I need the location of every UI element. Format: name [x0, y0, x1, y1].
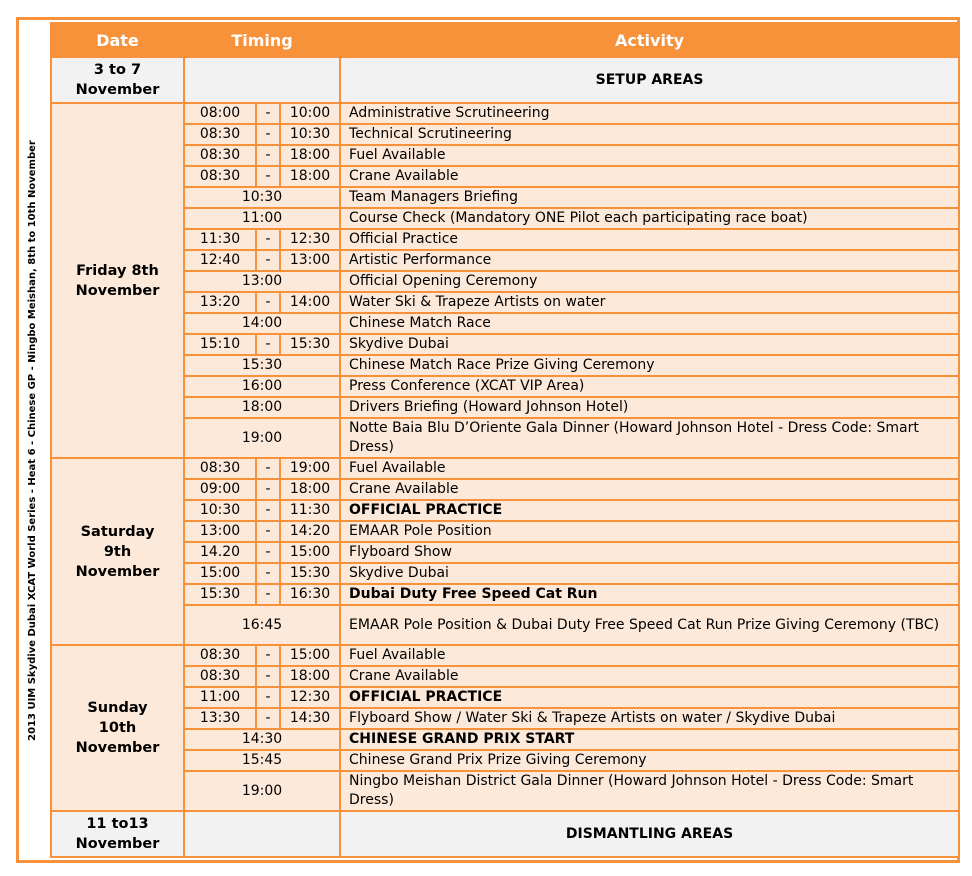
- end-time: 15:00: [280, 542, 340, 563]
- activity: Crane Available: [340, 666, 959, 687]
- activity: Water Ski & Trapeze Artists on water: [340, 292, 959, 313]
- table-row: [51, 500, 959, 521]
- activity: Flyboard Show: [340, 542, 959, 563]
- time: 14:30: [184, 729, 340, 750]
- start-time: 13:00: [184, 521, 256, 542]
- activity: Skydive Dubai: [340, 334, 959, 355]
- activity: Crane Available: [340, 479, 959, 500]
- saturday-date: Saturday 9th November: [51, 458, 184, 645]
- start-time: 11:00: [184, 687, 256, 708]
- end-time: 14:00: [280, 292, 340, 313]
- start-time: 09:00: [184, 479, 256, 500]
- time-separator: -: [256, 584, 280, 605]
- time: 16:00: [184, 376, 340, 397]
- activity: EMAAR Pole Position & Dubai Duty Free Speed Cat Run Prize Giving Ceremony (TBC): [340, 605, 959, 645]
- time-separator: -: [256, 229, 280, 250]
- time-separator: -: [256, 250, 280, 271]
- time-separator: -: [256, 292, 280, 313]
- end-time: 18:00: [280, 479, 340, 500]
- header-row: [51, 23, 959, 57]
- table-row: [51, 729, 959, 750]
- start-time: 13:20: [184, 292, 256, 313]
- table-row: [51, 563, 959, 584]
- table-row: [51, 145, 959, 166]
- sunday-date: Sunday 10th November: [51, 645, 184, 811]
- end-time: 13:00: [280, 250, 340, 271]
- time-separator: -: [256, 103, 280, 124]
- activity: Team Managers Briefing: [340, 187, 959, 208]
- table-row: [51, 376, 959, 397]
- table-row: [51, 250, 959, 271]
- activity: Flyboard Show / Water Ski & Trapeze Artists on water / Skydive Dubai: [340, 708, 959, 729]
- table-row: [51, 103, 959, 124]
- header-date: Date: [51, 23, 184, 57]
- time-separator: -: [256, 645, 280, 666]
- time: 15:45: [184, 750, 340, 771]
- time: 15:30: [184, 355, 340, 376]
- table-row: [51, 208, 959, 229]
- time-separator: -: [256, 479, 280, 500]
- activity: Ningbo Meishan District Gala Dinner (Howard Johnson Hotel - Dress Code: Smart Dress): [340, 771, 959, 811]
- activity: CHINESE GRAND PRIX START: [340, 729, 959, 750]
- table-row: [51, 458, 959, 479]
- table-row: [51, 355, 959, 376]
- end-time: 18:00: [280, 166, 340, 187]
- time-separator: -: [256, 687, 280, 708]
- end-time: 15:00: [280, 645, 340, 666]
- friday-date: Friday 8th November: [51, 103, 184, 458]
- table-row: [51, 397, 959, 418]
- activity: Artistic Performance: [340, 250, 959, 271]
- activity: Technical Scrutineering: [340, 124, 959, 145]
- time-separator: -: [256, 500, 280, 521]
- time-separator: -: [256, 542, 280, 563]
- table-row: [51, 292, 959, 313]
- table-row: [51, 750, 959, 771]
- time: 18:00: [184, 397, 340, 418]
- time: 19:00: [184, 418, 340, 458]
- activity: Crane Available: [340, 166, 959, 187]
- start-time: 14.20: [184, 542, 256, 563]
- dismantling-row: [51, 811, 959, 857]
- activity: OFFICIAL PRACTICE: [340, 500, 959, 521]
- activity: Course Check (Mandatory ONE Pilot each participating race boat): [340, 208, 959, 229]
- start-time: 10:30: [184, 500, 256, 521]
- time-separator: -: [256, 708, 280, 729]
- time-separator: -: [256, 145, 280, 166]
- time-separator: -: [256, 166, 280, 187]
- time: 16:45: [184, 605, 340, 645]
- activity: Fuel Available: [340, 645, 959, 666]
- header-timing: Timing: [184, 23, 340, 57]
- activity: Skydive Dubai: [340, 563, 959, 584]
- dismantling-date: 11 to13 November: [51, 811, 184, 857]
- table-row: [51, 166, 959, 187]
- activity: Fuel Available: [340, 145, 959, 166]
- table-row: [51, 645, 959, 666]
- table-row: [51, 229, 959, 250]
- activity: Chinese Grand Prix Prize Giving Ceremony: [340, 750, 959, 771]
- table-row: [51, 708, 959, 729]
- start-time: 08:30: [184, 124, 256, 145]
- time-separator: -: [256, 563, 280, 584]
- setup-timing: [184, 57, 340, 103]
- end-time: 18:00: [280, 145, 340, 166]
- table-row: [51, 687, 959, 708]
- activity: Notte Baia Blu D’Oriente Gala Dinner (Howard Johnson Hotel - Dress Code: Smart Dress): [340, 418, 959, 458]
- end-time: 19:00: [280, 458, 340, 479]
- end-time: 16:30: [280, 584, 340, 605]
- activity: Fuel Available: [340, 458, 959, 479]
- start-time: 15:00: [184, 563, 256, 584]
- start-time: 12:40: [184, 250, 256, 271]
- table-row: [51, 313, 959, 334]
- time: 14:00: [184, 313, 340, 334]
- end-time: 11:30: [280, 500, 340, 521]
- table-row: [51, 418, 959, 458]
- start-time: 08:30: [184, 145, 256, 166]
- start-time: 08:30: [184, 166, 256, 187]
- table-row: [51, 187, 959, 208]
- table-row: [51, 334, 959, 355]
- table-row: [51, 521, 959, 542]
- activity: EMAAR Pole Position: [340, 521, 959, 542]
- dismantling-timing: [184, 811, 340, 857]
- end-time: 14:20: [280, 521, 340, 542]
- setup-row: [51, 57, 959, 103]
- start-time: 15:30: [184, 584, 256, 605]
- end-time: 18:00: [280, 666, 340, 687]
- table-row: [51, 271, 959, 292]
- activity: Press Conference (XCAT VIP Area): [340, 376, 959, 397]
- time-separator: -: [256, 124, 280, 145]
- side-title-strip: [16, 17, 48, 863]
- side-title: 2013 UIM Skydive Dubai XCAT World Series - Heat 6 - Chinese GP - Ningbo Meishan, 8th to 10th November: [26, 139, 38, 741]
- table-row: [51, 542, 959, 563]
- time: 11:00: [184, 208, 340, 229]
- activity: Dubai Duty Free Speed Cat Run: [340, 584, 959, 605]
- table-row: [51, 771, 959, 811]
- schedule-table: [50, 22, 960, 858]
- time-separator: -: [256, 666, 280, 687]
- activity: Chinese Match Race: [340, 313, 959, 334]
- start-time: 13:30: [184, 708, 256, 729]
- activity: Administrative Scrutineering: [340, 103, 959, 124]
- table-row: [51, 605, 959, 645]
- end-time: 10:30: [280, 124, 340, 145]
- end-time: 14:30: [280, 708, 340, 729]
- end-time: 12:30: [280, 229, 340, 250]
- start-time: 08:30: [184, 666, 256, 687]
- time: 13:00: [184, 271, 340, 292]
- end-time: 15:30: [280, 563, 340, 584]
- activity: Drivers Briefing (Howard Johnson Hotel): [340, 397, 959, 418]
- activity: Chinese Match Race Prize Giving Ceremony: [340, 355, 959, 376]
- table-row: [51, 666, 959, 687]
- time: 19:00: [184, 771, 340, 811]
- end-time: 12:30: [280, 687, 340, 708]
- header-activity: Activity: [340, 23, 959, 57]
- setup-date: 3 to 7 November: [51, 57, 184, 103]
- dismantling-activity: DISMANTLING AREAS: [340, 811, 959, 857]
- start-time: 11:30: [184, 229, 256, 250]
- activity: OFFICIAL PRACTICE: [340, 687, 959, 708]
- start-time: 08:00: [184, 103, 256, 124]
- time-separator: -: [256, 521, 280, 542]
- time: 10:30: [184, 187, 340, 208]
- setup-activity: SETUP AREAS: [340, 57, 959, 103]
- start-time: 08:30: [184, 645, 256, 666]
- table-row: [51, 124, 959, 145]
- end-time: 10:00: [280, 103, 340, 124]
- start-time: 15:10: [184, 334, 256, 355]
- table-row: [51, 479, 959, 500]
- table-row: [51, 584, 959, 605]
- activity: Official Opening Ceremony: [340, 271, 959, 292]
- activity: Official Practice: [340, 229, 959, 250]
- time-separator: -: [256, 334, 280, 355]
- start-time: 08:30: [184, 458, 256, 479]
- time-separator: -: [256, 458, 280, 479]
- end-time: 15:30: [280, 334, 340, 355]
